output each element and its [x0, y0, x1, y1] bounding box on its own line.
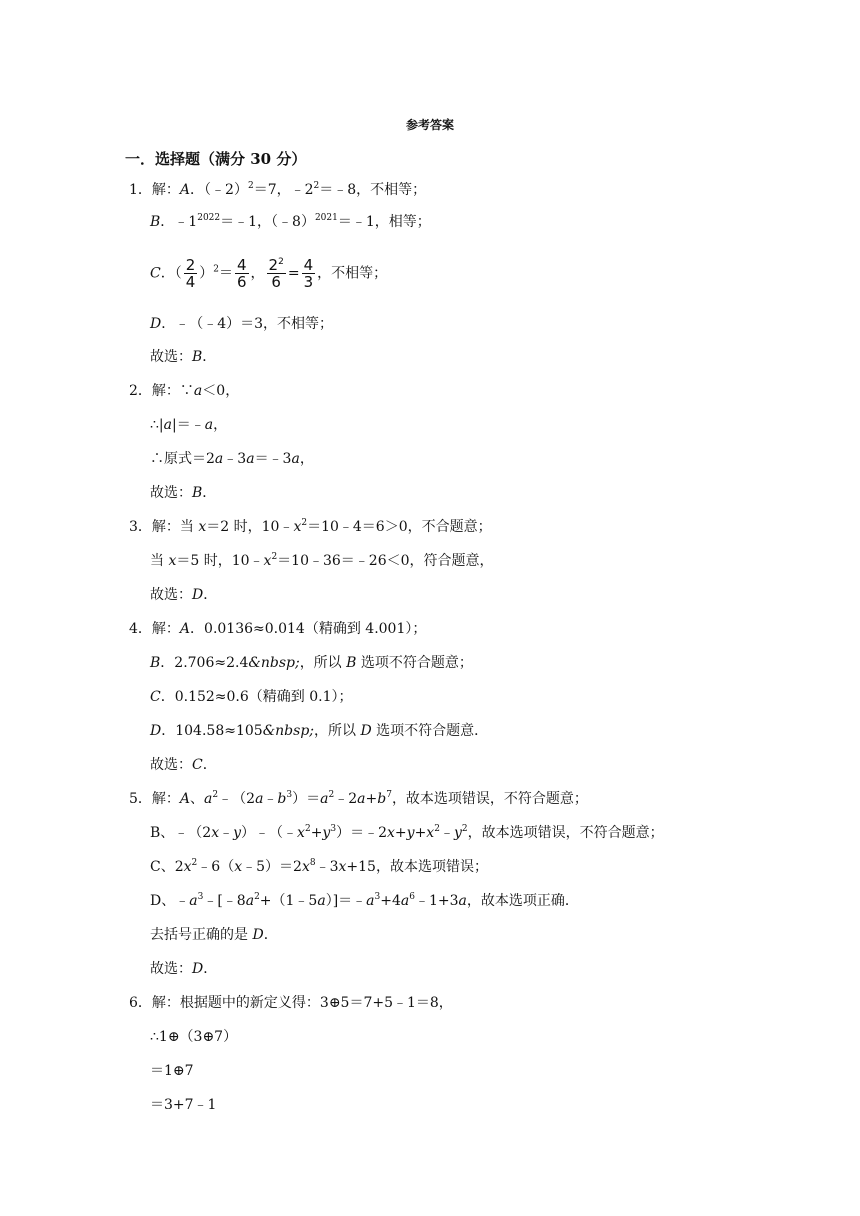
q4-answer: 故选：C． [150, 757, 217, 773]
q5-conclusion: 去括号正确的是 D． [150, 927, 278, 943]
q1-option-d: D．﹣（﹣4）＝3，不相等； [150, 316, 334, 332]
fraction: $\frac{4}{3}$ [303, 256, 314, 291]
q2-line-2: ∴|a|＝﹣a， [150, 417, 228, 433]
fraction: $\frac{2^2}{6}$ [268, 256, 284, 291]
q6-line-1: 6．解：根据题中的新定义得：3⊕5＝7+5﹣1＝8， [129, 995, 453, 1011]
q4-option-c: C．0.152≈0.6（精确到 0.1）； [150, 689, 353, 705]
q5-answer: 故选：D． [150, 961, 218, 977]
q6-line-2: ∴1⊕（3⊕7） [150, 1029, 238, 1045]
fraction: $\frac{4}{6}$ [237, 256, 247, 291]
section-heading: 一．选择题（满分 30 分） [125, 150, 307, 168]
q6-line-4: ＝3+7﹣1 [150, 1097, 217, 1113]
page-title: 参考答案 [405, 118, 454, 132]
q5-option-d: D、$﹣a^3﹣[﹣8a^2+(1﹣5a)]=﹣a^3+4a^6﹣1+3a$，故本选项正确． [150, 892, 579, 909]
q1-answer: 故选：B． [150, 349, 217, 365]
q6-line-3: ＝1⊕7 [150, 1063, 194, 1079]
q1-option-c: C．（ $\frac{2}{4}$ ）$^2$＝ $\frac{4}{6}$ ， $\frac{2^2}{6}$ = $\frac{4}{3}$ ，不相等； [150, 256, 388, 291]
q5-option-c: C、$2x^2﹣6(x﹣5)=2x^8﹣3x+15$，故本选项错误； [150, 858, 488, 875]
q1-option-b: B．$﹣1^{2022}=﹣1$，（﹣8）$^{2021}$＝﹣1，相等； [150, 213, 431, 230]
q4-option-a: 4．解：A．0.0136≈0.014（精确到 4.001）； [129, 621, 427, 637]
fraction: $\frac{2}{4}$ [185, 256, 196, 291]
q3-answer: 故选：D． [150, 587, 218, 603]
q5-option-a: 5．解：A、$a^2﹣(2a﹣b^3)=a^2﹣2a+b^7$，故本选项错误，不符合题意； [129, 790, 588, 807]
q3-line-2: 当 x＝5 时，$10﹣x^2=10﹣36=﹣26<0$，符合题意， [150, 552, 494, 569]
q2-answer: 故选：B． [150, 485, 217, 501]
q2-line-3: ∴原式＝2a﹣3a＝﹣3a， [150, 451, 314, 467]
q4-option-b: B．2.706≈2.4&nbsp;，所以 B 选项不符合题意； [150, 655, 473, 671]
q1-option-a: 1．解：A．（﹣2）$^2$＝7，$﹣2^2=﹣8$，不相等； [129, 181, 427, 198]
q2-line-1: 2．解：∵a＜0， [129, 383, 240, 399]
q4-option-d: D．104.58≈105&nbsp;，所以 D 选项不符合题意． [150, 723, 489, 739]
q3-line-1: 3．解：当 x＝2 时，$10﹣x^2=10﹣4=6>0$，不合题意； [129, 518, 492, 535]
q5-option-b: B、$﹣(2x﹣y)﹣(﹣x^2+y^3)=﹣2x+y+x^2﹣y^2$，故本选项错误，不符合题意； [150, 824, 664, 841]
